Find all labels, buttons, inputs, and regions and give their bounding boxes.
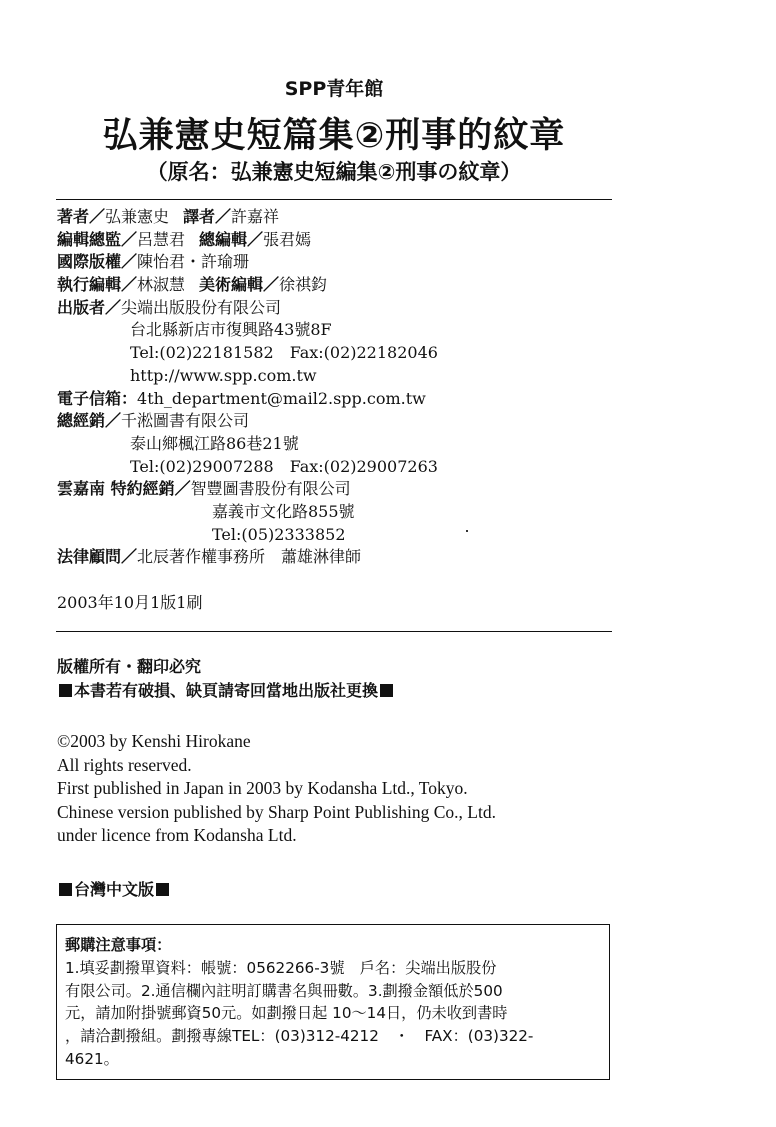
translator-name: 許嘉祥 xyxy=(231,207,280,226)
legal-advisor: 北辰著作權事務所 蕭雄淋律師 xyxy=(137,547,362,567)
author-name: 弘兼憲史 xyxy=(105,207,170,226)
rights-reserved: 版權所有・翻印必究 xyxy=(57,657,202,676)
general-editor-label: 總編輯／ xyxy=(199,229,264,249)
distributor-address: 泰山鄉楓江路86巷21號 xyxy=(130,433,299,453)
credit-line-editors xyxy=(57,229,617,252)
credit-line-intl-rights xyxy=(57,251,617,274)
notice-line-3: 元，請加附掛號郵資50元。如劃撥日起 10～14日，仍未收到書時 xyxy=(65,1004,508,1023)
email-address: 4th_department@mail2.spp.com.tw xyxy=(137,388,426,408)
credit-line-regional xyxy=(57,478,617,501)
exec-editor-label: 執行編輯／ xyxy=(57,275,138,295)
publisher-phone: Tel:(02)22181582 Fax:(02)22182046 xyxy=(130,343,438,363)
series-name: SPP青年館 xyxy=(284,78,384,100)
publisher-name: 尖端出版股份有限公司 xyxy=(121,297,282,317)
middle-divider xyxy=(56,631,612,632)
distributor-phone: Tel:(02)29007288 Fax:(02)29007263 xyxy=(130,456,438,476)
distributor-name: 千淞圖書有限公司 xyxy=(121,411,250,431)
regional-label: 雲嘉南 特約經銷／ xyxy=(57,479,191,499)
publisher-label: 出版者／ xyxy=(57,297,122,317)
credit-line-email xyxy=(57,388,617,411)
intl-rights-label: 國際版權／ xyxy=(57,252,138,272)
top-divider xyxy=(56,199,612,200)
credit-line-distributor xyxy=(57,410,617,433)
art-editor-label: 美術編輯／ xyxy=(199,275,280,295)
english-line-2: All rights reserved. xyxy=(57,754,192,775)
edition-label-line xyxy=(57,877,171,900)
chief-editor-name: 呂慧君 xyxy=(137,229,186,249)
english-line-3: First published in Japan in 2003 by Kodansha Ltd., Tokyo. xyxy=(57,778,468,799)
notice-line-5: 4621。 xyxy=(65,1049,119,1068)
chief-editor-label: 編輯總監／ xyxy=(57,229,138,249)
credit-line-publisher xyxy=(57,297,617,320)
credit-line-author xyxy=(57,206,617,229)
credit-line-exec-editor xyxy=(57,274,617,297)
speck xyxy=(466,530,468,532)
damage-notice-line xyxy=(57,679,395,703)
mail-order-notice-box xyxy=(56,924,610,1080)
credits-block xyxy=(57,206,617,569)
original-title: （原名：弘兼憲史短編集②刑事の紋章） xyxy=(146,160,522,184)
regional-phone: Tel:(05)2333852 xyxy=(212,524,346,544)
square-bullet-icon xyxy=(380,684,393,697)
translator-label: 譯者／ xyxy=(183,207,232,226)
square-bullet-icon xyxy=(156,883,169,896)
notice-line-2: 有限公司。2.通信欄內註明訂購書名與冊數。3.劃撥金額低於500 xyxy=(65,981,503,1000)
publisher-website: http://www.spp.com.tw xyxy=(130,365,317,385)
legal-label: 法律顧問／ xyxy=(57,547,138,567)
regional-distributor-name: 智豐圖書股份有限公司 xyxy=(190,479,351,499)
regional-address: 嘉義市文化路855號 xyxy=(212,501,355,521)
square-bullet-icon xyxy=(59,883,72,896)
intl-rights-names: 陳怡君・許瑜珊 xyxy=(137,252,250,272)
book-title: 弘兼憲史短篇集②刑事的紋章 xyxy=(102,116,566,156)
english-line-4: Chinese version published by Sharp Point Publishing Co., Ltd. xyxy=(57,801,496,822)
notice-title: 郵購注意事項： xyxy=(65,936,172,954)
art-editor-name: 徐祺鈞 xyxy=(279,275,328,295)
edition-label: 台灣中文版 xyxy=(74,880,155,899)
distributor-label: 總經銷／ xyxy=(57,411,122,431)
credit-line-legal xyxy=(57,546,617,569)
author-label: 著者／ xyxy=(57,207,106,226)
publisher-address: 台北縣新店市復興路43號8F xyxy=(130,320,332,340)
general-editor-name: 張君嫣 xyxy=(263,229,312,249)
rights-block xyxy=(57,655,395,703)
english-copyright xyxy=(57,730,496,848)
email-label: 電子信箱： xyxy=(57,388,138,408)
edition-date: 2003年10月1版1刷 xyxy=(57,593,203,612)
square-bullet-icon xyxy=(59,684,72,697)
english-line-1: ©2003 by Kenshi Hirokane xyxy=(57,731,251,751)
notice-line-4: ，請洽劃撥組。劃撥專線TEL：(03)312-4212 ・ FAX：(03)322- xyxy=(65,1027,534,1046)
damage-notice: 本書若有破損、缺頁請寄回當地出版社更換 xyxy=(74,681,379,700)
notice-line-1: 1.填妥劃撥單資料：帳號：0562266-3號 戶名：尖端出版股份 xyxy=(65,958,497,977)
exec-editor-name: 林淑慧 xyxy=(137,275,186,295)
english-line-5: under licence from Kodansha Ltd. xyxy=(57,825,297,846)
